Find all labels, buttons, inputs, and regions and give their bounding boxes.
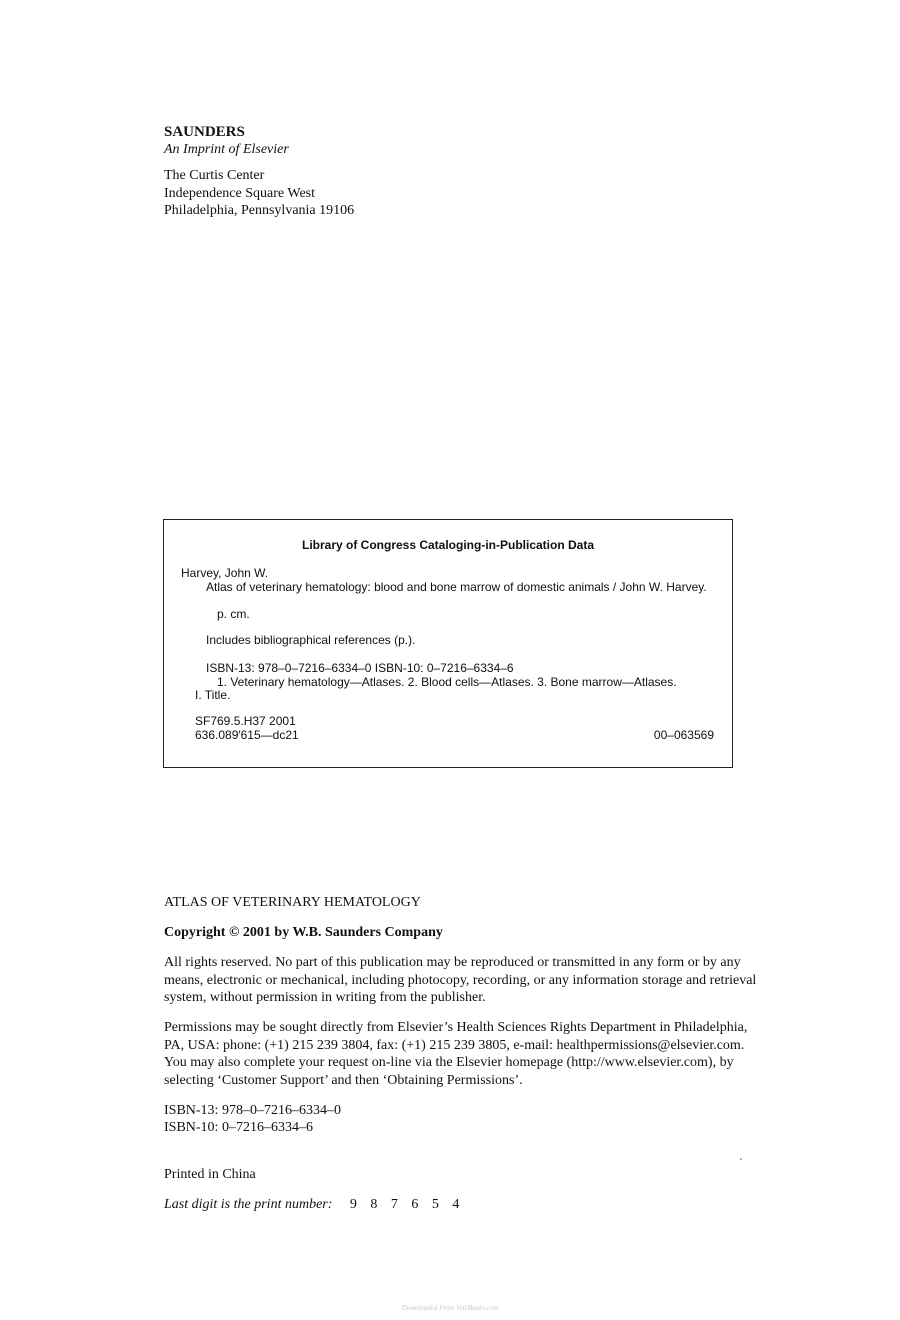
cip-subjects: 1. Veterinary hematology—Atlases. 2. Blood cells—Atlases. 3. Bone marrow—Atlases.	[217, 675, 677, 689]
cip-dewey: 636.089′615—dc21	[195, 728, 299, 742]
print-digit: 4	[452, 1197, 460, 1212]
permissions-statement: Permissions may be sought directly from Elsevier’s Health Sciences Rights Department in Philadelphia, PA, USA: phone: (+1) 215 239 3804, fax: (+1) 215 239 3805, e-mail: healthpermissions@elsevier.com. You may also complete your request on-line via the Elsevier homepage (http://www.elsevier.com), by selecting ‘Customer Support’ and then ‘Obtaining Permissions’.	[164, 1020, 748, 1088]
print-digit: 6	[411, 1197, 419, 1212]
book-title: ATLAS OF VETERINARY HEMATOLOGY	[164, 895, 421, 910]
print-digit: 9	[349, 1197, 357, 1212]
address-line: The Curtis Center	[164, 168, 265, 183]
footer-watermark: Downloaded From VeteBooks.com	[401, 1304, 499, 1312]
copyright-notice: Copyright © 2001 by W.B. Saunders Company	[164, 925, 443, 940]
publisher-address	[164, 167, 354, 220]
print-digit: 8	[370, 1197, 378, 1212]
print-digit: 7	[390, 1197, 398, 1212]
publisher-block	[164, 124, 354, 220]
address-line: Independence Square West	[164, 185, 315, 201]
cip-box	[163, 519, 733, 768]
publisher-imprint: An Imprint of Elsevier	[164, 142, 289, 157]
print-digits	[336, 1197, 460, 1212]
cip-isbn-line: ISBN-13: 978–0–7216–6334–0 ISBN-10: 0–7216–6334–6	[206, 661, 514, 675]
cip-lc-class: SF769.5.H37 2001	[195, 714, 296, 728]
cip-title-entry: I. Title.	[195, 688, 231, 702]
printed-in: Printed in China	[164, 1167, 256, 1182]
cip-title: Library of Congress Cataloging-in-Publication Data	[301, 538, 595, 552]
scan-speck	[740, 1158, 742, 1160]
print-digit: 5	[431, 1197, 439, 1212]
publisher-name: SAUNDERS	[164, 124, 245, 140]
print-number-label: Last digit is the print number:	[164, 1197, 333, 1212]
cip-lccn: 00–063569	[653, 728, 714, 742]
address-line: Philadelphia, Pennsylvania 19106	[164, 203, 355, 218]
isbn-10: ISBN-10: 0–7216–6334–6	[164, 1120, 313, 1135]
isbn-13: ISBN-13: 978–0–7216–6334–0	[164, 1103, 341, 1118]
cip-book-line: Atlas of veterinary hematology: blood and bone marrow of domestic animals / John W. Harvey.	[206, 580, 707, 594]
cip-author: Harvey, John W.	[181, 566, 269, 580]
print-number-line	[164, 1196, 459, 1213]
cip-includes: Includes bibliographical references (p.).	[206, 633, 416, 647]
cip-pages: p. cm.	[217, 607, 250, 621]
rights-statement: All rights reserved. No part of this publication may be reproduced or transmitted in any form or by any means, electronic or mechanical, including photocopy, recording, or any information storage and retrieval system, without permission in writing from the publisher.	[164, 955, 757, 1005]
